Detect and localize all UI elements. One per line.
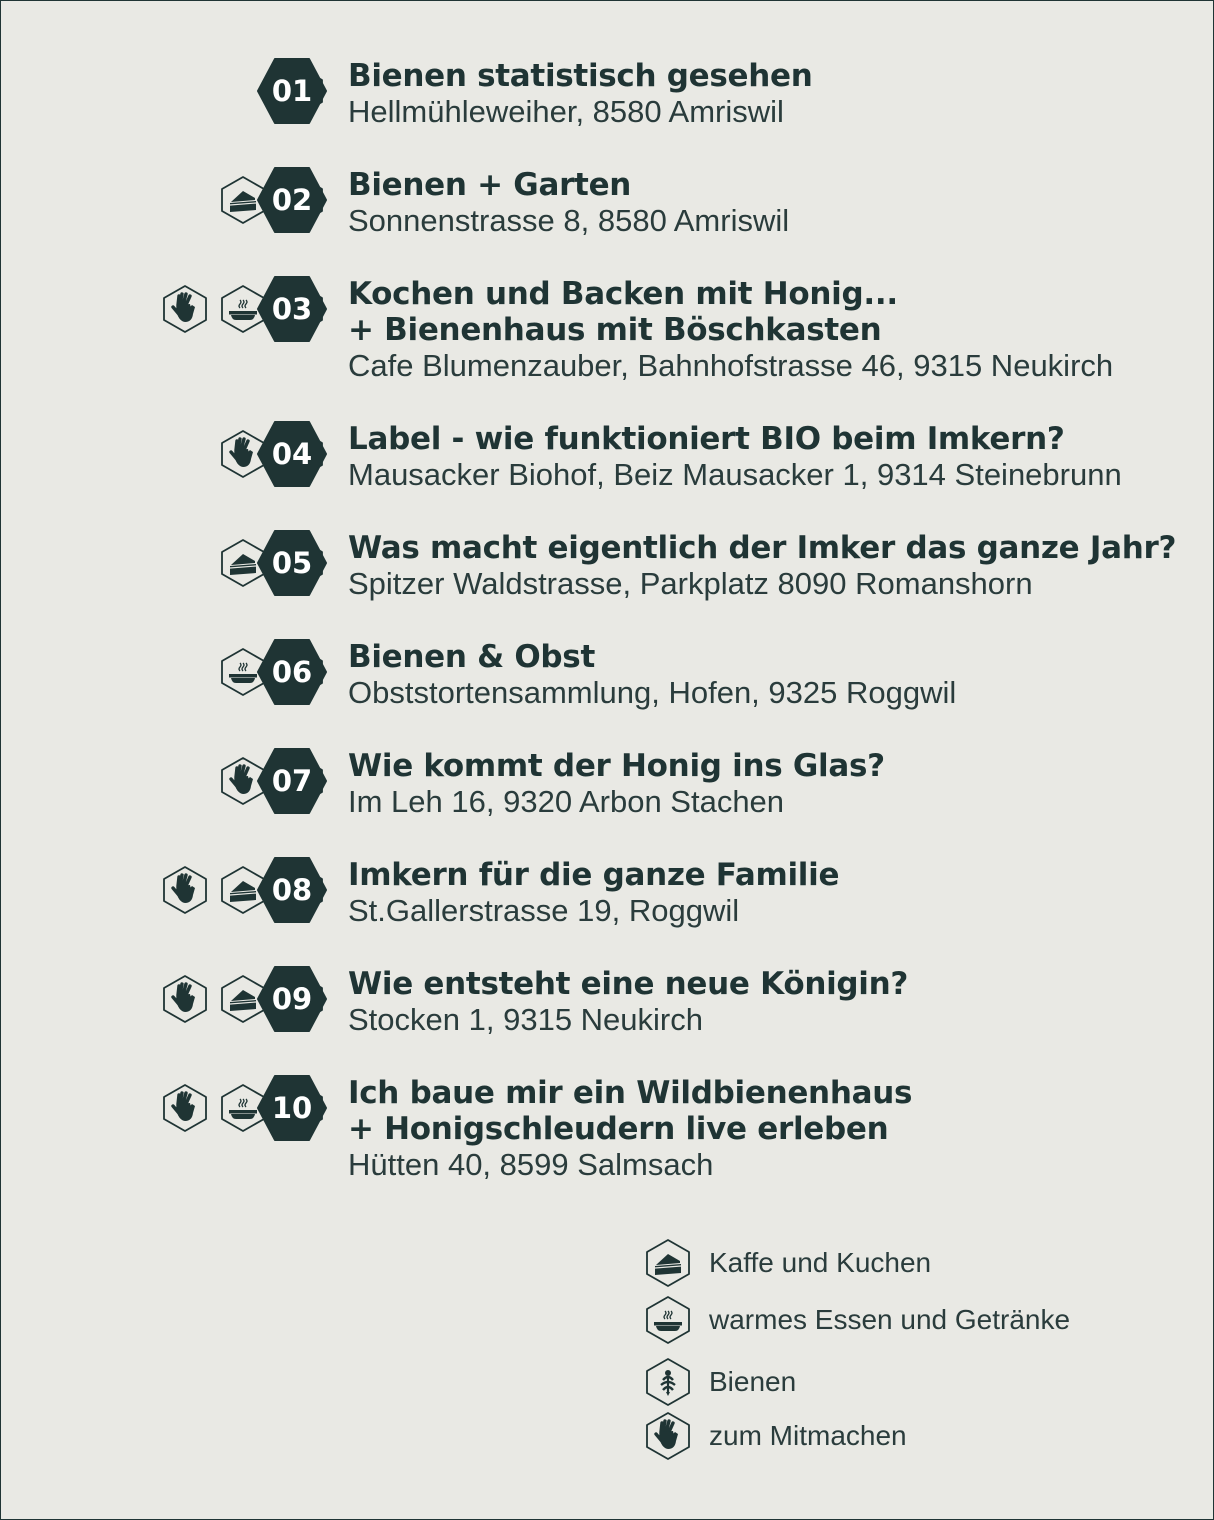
event-address: St.Gallerstrasse 19, Roggwil (348, 893, 740, 928)
event-number-badge (257, 58, 327, 124)
event-number: 06 (271, 655, 313, 689)
event-text (348, 966, 908, 1038)
event-number-badge (257, 167, 327, 233)
event-number-badge (257, 276, 327, 342)
event-number-badge (257, 857, 327, 923)
event-number-badge (257, 530, 327, 596)
legend-item-cake (642, 1237, 1162, 1289)
event-title: Bienen & Obst (348, 639, 595, 675)
event-address: Sonnenstrasse 8, 8580 Amriswil (348, 203, 790, 238)
legend-label: zum Mitmachen (709, 1420, 907, 1451)
hand-icon (159, 283, 211, 335)
event-text (348, 58, 813, 130)
legend-label: Kaffe und Kuchen (709, 1247, 932, 1278)
event-number-badge (257, 639, 327, 705)
warm-food-icon (642, 1294, 694, 1346)
event-title: Bienen + Garten (348, 167, 632, 203)
legend-item-bee (642, 1356, 1162, 1408)
event-text (348, 276, 1113, 384)
event-text (348, 167, 789, 239)
event-number: 09 (271, 982, 313, 1016)
event-number-badge (257, 966, 327, 1032)
bee-icon (642, 1356, 694, 1408)
event-text (348, 530, 1176, 602)
event-title: Wie entsteht eine neue Königin? (348, 966, 909, 1002)
event-number-badge (257, 748, 327, 814)
event-number-badge (257, 421, 327, 487)
event-text (348, 1075, 912, 1183)
event-number: 02 (271, 183, 313, 217)
event-text (348, 748, 885, 820)
event-number: 05 (271, 546, 313, 580)
event-text (348, 421, 1122, 493)
event-text (348, 857, 839, 929)
event-address: Im Leh 16, 9320 Arbon Stachen (348, 784, 785, 819)
event-number: 10 (271, 1091, 313, 1125)
event-number: 03 (271, 292, 313, 326)
event-title: Kochen und Backen mit Honig... (348, 276, 898, 312)
event-address: Hütten 40, 8599 Salmsach (348, 1147, 714, 1182)
event-address: Spitzer Waldstrasse, Parkplatz 8090 Romanshorn (348, 566, 1033, 601)
event-title: Label - wie funktioniert BIO beim Imkern? (348, 421, 1065, 457)
legend-label: warmes Essen und Getränke (709, 1304, 1071, 1335)
event-title: Bienen statistisch gesehen (348, 58, 813, 94)
event-text (348, 639, 956, 711)
event-title: Wie kommt der Honig ins Glas? (348, 748, 885, 784)
hand-icon (642, 1410, 694, 1462)
event-number-badge (257, 1075, 327, 1141)
cake-icon (642, 1237, 694, 1289)
event-title: Was macht eigentlich der Imker das ganze Jahr? (348, 530, 1177, 566)
event-address: Mausacker Biohof, Beiz Mausacker 1, 9314 Steinebrunn (348, 457, 1122, 492)
hand-icon (159, 1082, 211, 1134)
legend-item-warm-food (642, 1294, 1162, 1346)
event-title: + Honigschleudern live erleben (348, 1111, 889, 1147)
legend-label: Bienen (709, 1366, 797, 1397)
event-number: 08 (271, 873, 313, 907)
event-number: 04 (271, 437, 313, 471)
event-address: Obststortensammlung, Hofen, 9325 Roggwil (348, 675, 957, 710)
event-address: Stocken 1, 9315 Neukirch (348, 1002, 703, 1037)
hand-icon (159, 864, 211, 916)
event-title: Ich baue mir ein Wildbienenhaus (348, 1075, 913, 1111)
hand-icon (159, 973, 211, 1025)
event-title: Imkern für die ganze Familie (348, 857, 840, 893)
event-number: 07 (271, 764, 313, 798)
legend-item-hand (642, 1410, 1162, 1462)
event-address: Hellmühleweiher, 8580 Amriswil (348, 94, 784, 129)
event-number: 01 (271, 74, 313, 108)
event-title: + Bienenhaus mit Böschkasten (348, 312, 882, 348)
event-address: Cafe Blumenzauber, Bahnhofstrasse 46, 9315 Neukirch (348, 348, 1114, 383)
